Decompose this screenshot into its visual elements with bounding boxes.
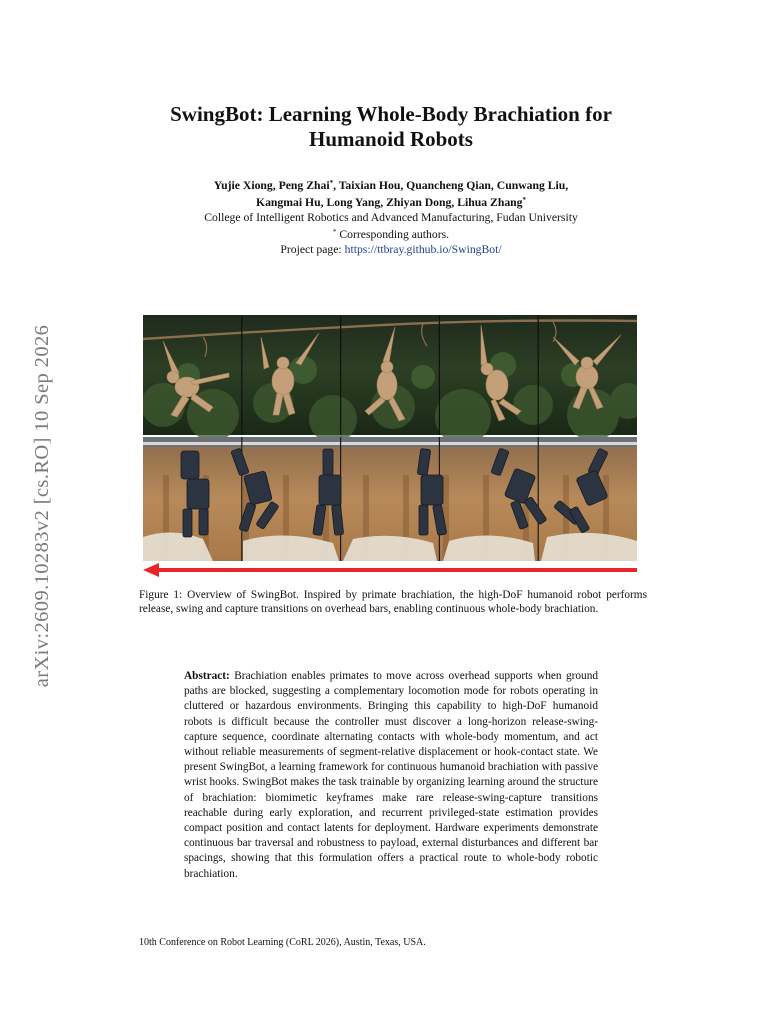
figure-caption: Figure 1: Overview of SwingBot. Inspired by primate brachiation, the high-DoF humanoid robot performs release, swing and capture transitions on overhead bars, enabling continuous whole-body brachiation. [139, 589, 647, 615]
abstract [184, 669, 598, 882]
gibbon-sequence-panel [143, 315, 637, 445]
arxiv-identifier-stamp: arXiv:2609.10283v2 [cs.RO] 10 Sep 2026 [31, 324, 53, 688]
corresponding-label: Corresponding authors. [339, 228, 450, 241]
corresponding-mark: * [522, 196, 527, 204]
corresponding-mark: * [329, 179, 334, 187]
project-page [140, 242, 642, 257]
paper-title: SwingBot: Learning Whole-Body Brachiation for Humanoid Robots [170, 102, 612, 151]
corresponding-note [140, 225, 642, 242]
corresponding-mark: * [332, 228, 337, 236]
author-names [140, 176, 642, 210]
project-page-label: Project page: [280, 243, 342, 256]
robot-sequence-panel [143, 437, 637, 561]
overview-figure [143, 315, 637, 583]
project-page-link[interactable]: https://ttbray.github.io/SwingBot/ [344, 243, 502, 256]
author-names-line1: Yujie Xiong, Peng Zhai [213, 179, 330, 192]
affiliation: College of Intelligent Robotics and Advanced Manufacturing, Fudan University [204, 211, 578, 224]
author-block [140, 176, 642, 257]
author-names-line2: Kangmai Hu, Long Yang, Zhiyan Dong, Lihua Zhang [255, 196, 523, 209]
direction-arrow [143, 563, 637, 577]
conference-footer: 10th Conference on Robot Learning (CoRL 2026), Austin, Texas, USA. [139, 937, 426, 948]
figure-image [143, 315, 637, 583]
abstract-label: Abstract: [184, 670, 230, 682]
author-names-line1-rest: , Taixian Hou, Quancheng Qian, Cunwang Liu, [333, 179, 569, 192]
abstract-text: Brachiation enables primates to move across overhead supports when ground paths are blocked, suggesting a complementary locomotion mode for robots operating in cluttered or hazardous environments. Bringing this capability to high-DoF humanoid robots is difficult because the controller must discover a long-horizon release-swing-capture sequence, coordinate alternating contacts with whole-body momentum, and act without reliable measurements of segment-relative displacement or hook-contact state. We present SwingBot, a learning framework for continuous humanoid brachiation with passive wrist hooks. SwingBot makes the task trainable by organizing learning around the structure of brachiation: biomimetic keyframes make rare release-swing-capture transitions reachable during early exploration, and recurrent privileged-state estimation provides compact position and contact latents for deployment. Hardware experiments demonstrate continuous bar traversal and robustness to payload, external disturbances and different bar spacings, showing that this formulation offers a practical route to whole-body robotic brachiation. [184, 670, 599, 880]
